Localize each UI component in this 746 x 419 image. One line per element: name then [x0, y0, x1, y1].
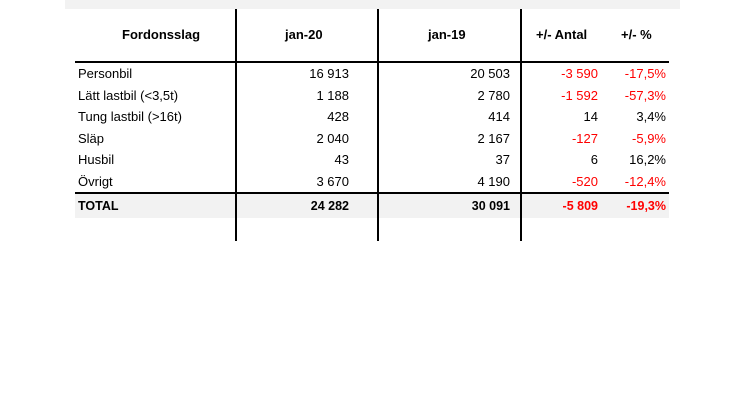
cell-jan-20: 2 040 — [316, 130, 349, 146]
cell-vehicle-type: Övrigt — [78, 173, 113, 189]
header-diff-count: +/- Antal — [536, 27, 588, 42]
table-row — [75, 85, 669, 107]
cell-diff-count: 14 — [583, 109, 598, 124]
cell-diff-count: -127 — [571, 130, 598, 146]
header-diff-percent: +/- % — [621, 27, 652, 42]
total-jan-19: 30 091 — [471, 199, 510, 213]
table-row — [75, 106, 669, 128]
cell-diff-count: -3 590 — [561, 66, 598, 81]
cell-vehicle-type: Tung lastbil (>16t) — [78, 109, 182, 124]
column-divider — [520, 9, 522, 241]
table-row — [75, 63, 669, 85]
cell-diff-count: 6 — [590, 152, 598, 167]
table-header — [75, 9, 669, 63]
cell-jan-20: 3 670 — [316, 173, 349, 189]
total-diff-count: -5 809 — [562, 199, 598, 213]
table-row — [75, 149, 669, 171]
cell-jan-20: 1 188 — [316, 87, 349, 103]
cell-diff-percent: 3,4% — [636, 109, 666, 124]
cell-jan-20: 16 913 — [309, 66, 349, 81]
column-divider — [377, 9, 379, 241]
cell-diff-percent: -57,3% — [624, 87, 666, 103]
cell-vehicle-type: Personbil — [78, 66, 133, 81]
cell-diff-count: -520 — [571, 173, 598, 189]
total-jan-20: 24 282 — [310, 199, 349, 213]
cell-jan-19: 2 167 — [477, 130, 510, 146]
total-row — [75, 192, 669, 218]
header-jan-20: jan-20 — [285, 27, 323, 42]
header-jan-19: jan-19 — [428, 27, 466, 42]
table-row — [75, 171, 669, 193]
total-diff-percent: -19,3% — [626, 199, 666, 213]
cell-jan-19: 20 503 — [470, 66, 510, 81]
cell-jan-19: 2 780 — [477, 87, 510, 103]
cell-diff-percent: -5,9% — [632, 130, 666, 146]
cell-jan-20: 428 — [327, 109, 349, 124]
top-band — [65, 0, 680, 9]
cell-jan-19: 37 — [495, 152, 510, 167]
cell-diff-percent: -12,4% — [624, 173, 666, 189]
cell-jan-19: 414 — [488, 109, 510, 124]
column-divider — [235, 9, 237, 241]
cell-jan-19: 4 190 — [477, 173, 510, 189]
header-fordonsslag: Fordonsslag — [122, 27, 201, 42]
cell-diff-count: -1 592 — [561, 87, 598, 103]
cell-diff-percent: -17,5% — [624, 66, 666, 81]
cell-vehicle-type: Husbil — [78, 152, 115, 167]
cell-vehicle-type: Släp — [78, 130, 105, 146]
total-label: TOTAL — [78, 199, 119, 213]
vehicle-registration-table — [75, 9, 669, 218]
cell-jan-20: 43 — [334, 152, 349, 167]
cell-vehicle-type: Lätt lastbil (<3,5t) — [78, 87, 179, 103]
cell-diff-percent: 16,2% — [629, 152, 666, 167]
table-row — [75, 128, 669, 150]
